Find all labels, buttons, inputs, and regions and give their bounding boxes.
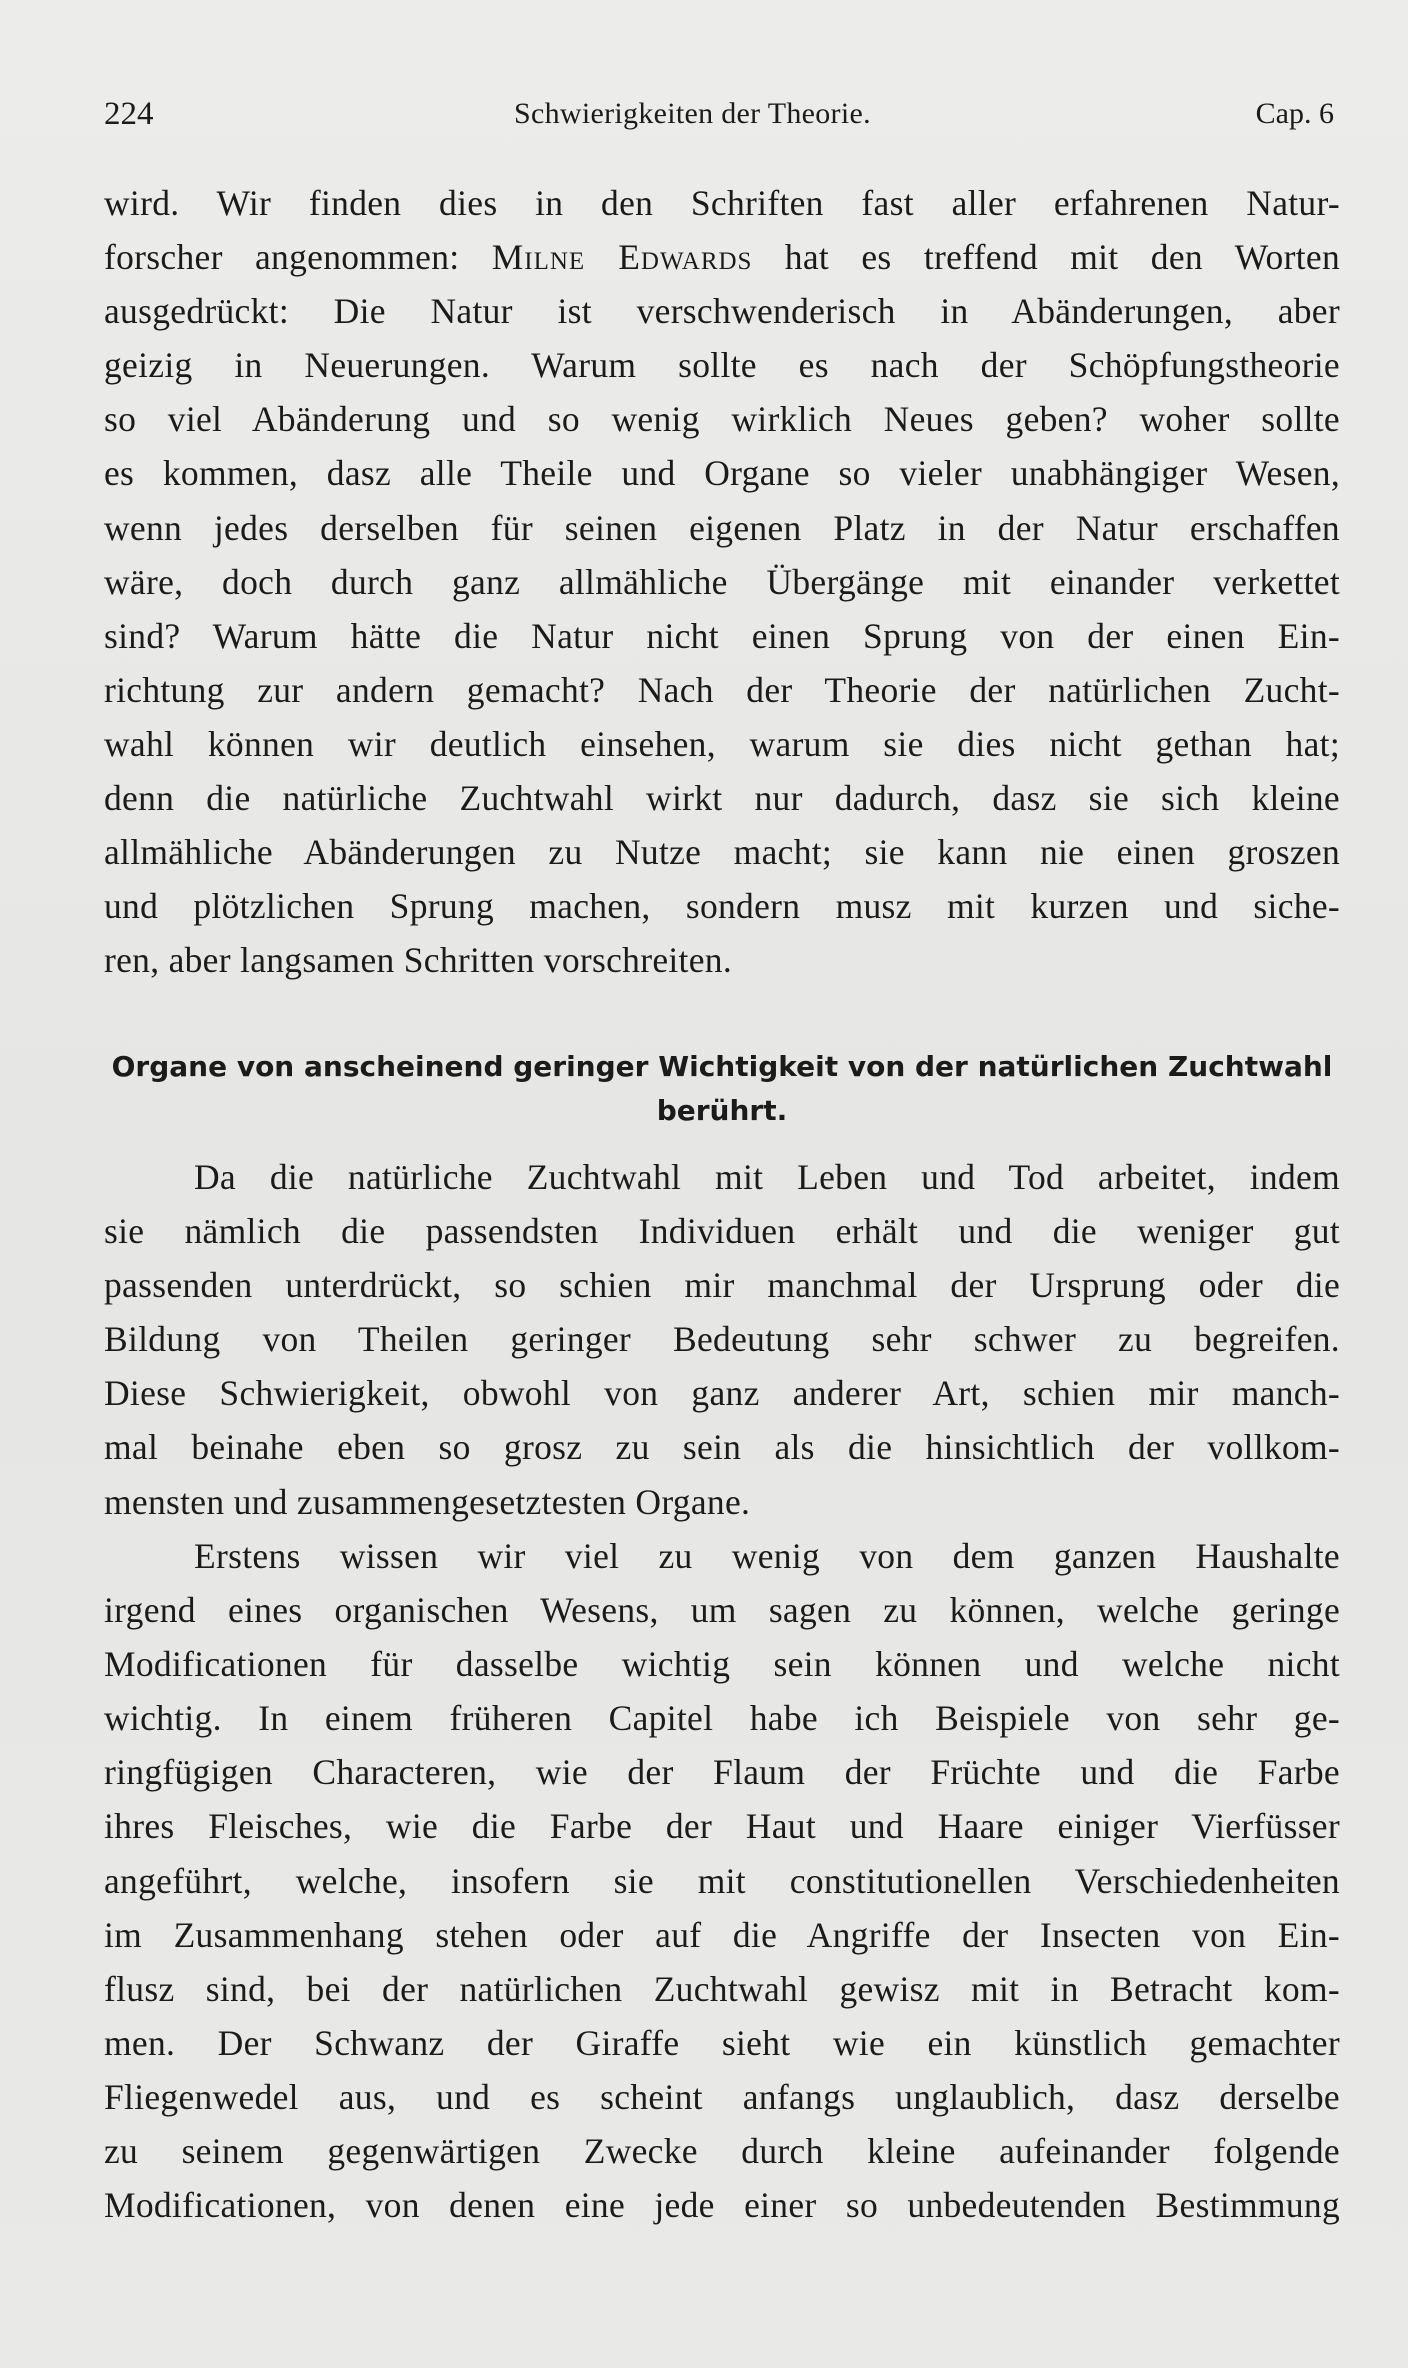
text-line: Bildung von Theilen geringer Bedeutung sehr schwer zu begreifen. <box>104 1319 1340 1360</box>
section-heading-line: berührt. <box>656 1094 788 1127</box>
text-line: passenden unterdrückt, so schien mir manchmal der Ursprung oder die <box>104 1265 1340 1306</box>
running-header <box>104 92 1334 136</box>
page-number: 224 <box>104 96 154 132</box>
text-line: irgend eines organischen Wesens, um sagen zu können, welche geringe <box>104 1590 1340 1631</box>
text-line: flusz sind, bei der natürlichen Zuchtwahl gewisz mit in Betracht kom- <box>104 1968 1340 2009</box>
paragraph-3 <box>104 1529 1340 2232</box>
text-line: ren, aber langsamen Schritten vorschreiten. <box>104 940 732 981</box>
text-line: allmähliche Abänderungen zu Nutze macht; sie kann nie einen groszen <box>104 832 1340 873</box>
text-line: wenn jedes derselben für seinen eigenen Platz in der Natur erschaffen <box>104 507 1340 548</box>
section-heading-line: Organe von anscheinend geringer Wichtigkeit von der natürlichen Zuchtwahl <box>111 1050 1333 1083</box>
paragraph-1 <box>104 176 1340 987</box>
text-line: es kommen, dasz alle Theile und Organe so vieler unabhängiger Wesen, <box>104 453 1340 494</box>
text-line: zu seinem gegenwärtigen Zwecke durch kleine aufeinander folgende <box>104 2131 1340 2172</box>
text-line: so viel Abänderung und so wenig wirklich Neues geben? woher sollte <box>104 399 1340 440</box>
text-line: Diese Schwierigkeit, obwohl von ganz anderer Art, schien mir manch- <box>104 1373 1340 1414</box>
text-fragment: forscher angenommen: <box>104 237 460 278</box>
text-line: mensten und zusammengesetztesten Organe. <box>104 1481 751 1522</box>
chapter-label: Cap. 6 <box>1255 97 1334 130</box>
paragraph-2 <box>104 1150 1340 1529</box>
text-line: und plötzlichen Sprung machen, sondern musz mit kurzen und siche- <box>104 886 1340 927</box>
text-fragment: hat es treffend mit den Worten <box>784 237 1340 278</box>
text-line: sind? Warum hätte die Natur nicht einen Sprung von der einen Ein- <box>104 615 1340 656</box>
text-line: ringfügigen Characteren, wie der Flaum der Früchte und die Farbe <box>104 1752 1340 1793</box>
text-line: wäre, doch durch ganz allmähliche Übergänge mit einander verkettet <box>104 561 1340 602</box>
text-line: ausgedrückt: Die Natur ist verschwenderisch in Abänderungen, aber <box>104 291 1340 332</box>
text-line: Modificationen für dasselbe wichtig sein können und welche nicht <box>104 1644 1340 1685</box>
text-line: ihres Fleisches, wie die Farbe der Haut und Haare einiger Vierfüsser <box>104 1806 1340 1847</box>
text-line: wichtig. In einem früheren Capitel habe ich Beispiele von sehr ge- <box>104 1698 1340 1739</box>
text-line: wahl können wir deutlich einsehen, warum sie dies nicht gethan hat; <box>104 723 1340 764</box>
text-line: sie nämlich die passendsten Individuen erhält und die weniger gut <box>104 1211 1340 1252</box>
text-line: mal beinahe eben so grosz zu sein als die hinsichtlich der vollkom- <box>104 1427 1340 1468</box>
section-heading <box>104 1045 1340 1133</box>
text-line: Da die natürliche Zuchtwahl mit Leben und Tod arbeitet, indem <box>194 1157 1340 1197</box>
running-title: Schwierigkeiten der Theorie. <box>514 97 871 130</box>
text-line: richtung zur andern gemacht? Nach der Theorie der natürlichen Zucht- <box>104 669 1340 710</box>
text-line: geizig in Neuerungen. Warum sollte es nach der Schöpfungstheorie <box>104 345 1340 386</box>
author-name: Milne Edwards <box>491 237 753 278</box>
text-line: Erstens wissen wir viel zu wenig von dem ganzen Haushalte <box>194 1536 1340 1576</box>
text-line: Fliegenwedel aus, und es scheint anfangs unglaublich, dasz derselbe <box>104 2076 1340 2117</box>
text-line <box>104 230 1340 284</box>
text-line: men. Der Schwanz der Giraffe sieht wie ein künstlich gemachter <box>104 2022 1340 2063</box>
text-line: angeführt, welche, insofern sie mit constitutionellen Verschiedenheiten <box>104 1860 1340 1901</box>
text-line: Modificationen, von denen eine jede einer so unbedeutenden Bestimmung <box>104 2185 1340 2226</box>
text-line: wird. Wir finden dies in den Schriften fast aller erfahrenen Natur- <box>104 183 1340 223</box>
text-line: denn die natürliche Zuchtwahl wirkt nur dadurch, dasz sie sich kleine <box>104 778 1340 819</box>
text-line: im Zusammenhang stehen oder auf die Angriffe der Insecten von Ein- <box>104 1914 1340 1955</box>
